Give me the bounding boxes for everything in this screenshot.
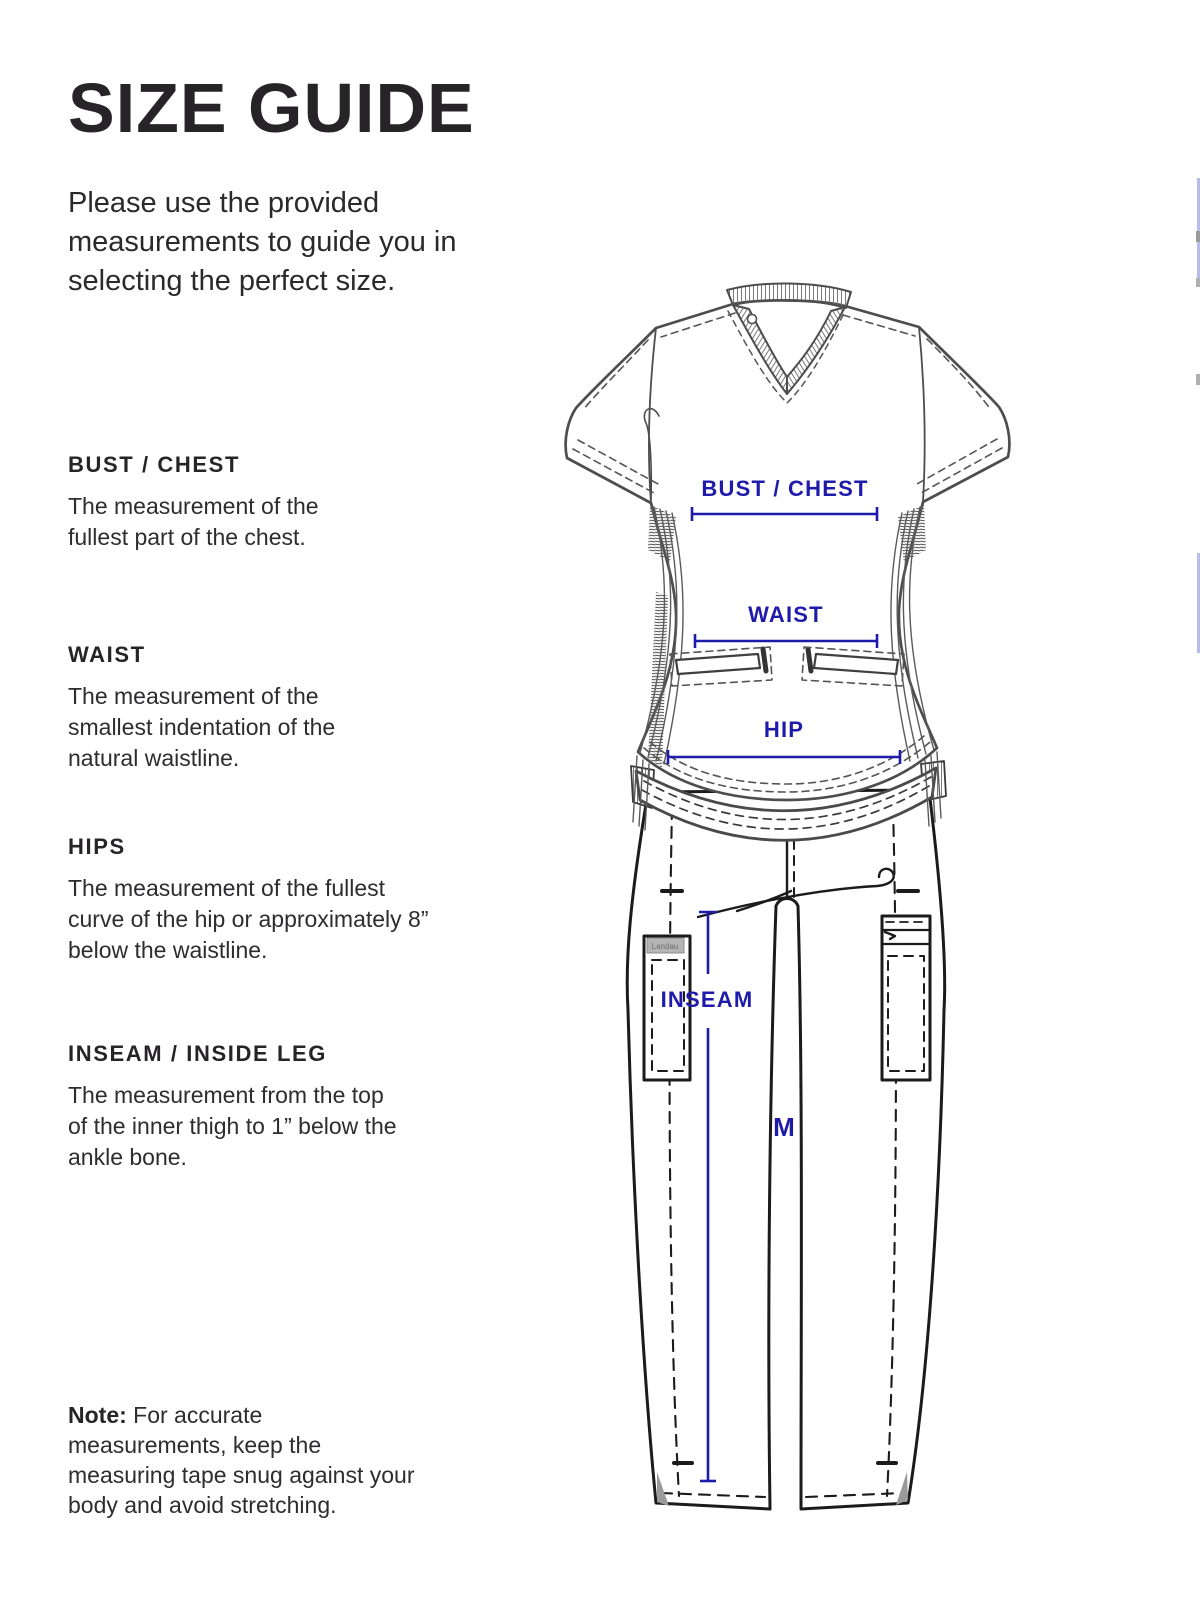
right-edge-artifact <box>1196 278 1200 287</box>
section-body: The measurement from the top of the inner thigh to 1” below the ankle bone. <box>68 1082 397 1170</box>
note-body: For accurate measurements, keep the measuring tape snug against your body and avoid stretching. <box>68 1402 415 1518</box>
inseam-label: INSEAM <box>660 987 754 1012</box>
section-heading: WAIST <box>68 642 146 667</box>
right-edge-artifact <box>1196 374 1200 385</box>
section-body: The measurement of the fullest part of the chest. <box>68 493 319 550</box>
intro-text: Please use the provided measurements to guide you in selecting the perfect size. <box>68 187 457 297</box>
waist-label: WAIST <box>748 602 824 627</box>
hip-label: HIP <box>763 717 805 742</box>
section-heading: INSEAM / INSIDE LEG <box>68 1041 327 1066</box>
section-body: The measurement of the smallest indentation of the natural waistline. <box>68 683 336 771</box>
section-heading: HIPS <box>68 834 126 859</box>
scrub-top-drawing <box>566 283 1010 830</box>
note-label: Note: <box>68 1402 127 1428</box>
bust-measurement <box>692 476 877 521</box>
pocket-tag-label: Landau <box>651 942 679 951</box>
section-body: The measurement of the fullest curve of the hip or approximately 8” below the waistline. <box>68 875 429 963</box>
section-heading: BUST / CHEST <box>68 452 240 477</box>
right-edge-artifact <box>1196 231 1200 242</box>
right-cargo-pocket <box>882 916 930 1080</box>
bust-label: BUST / CHEST <box>701 476 869 501</box>
size-marker-label: M <box>773 1112 795 1142</box>
page-title: SIZE GUIDE <box>68 69 475 147</box>
